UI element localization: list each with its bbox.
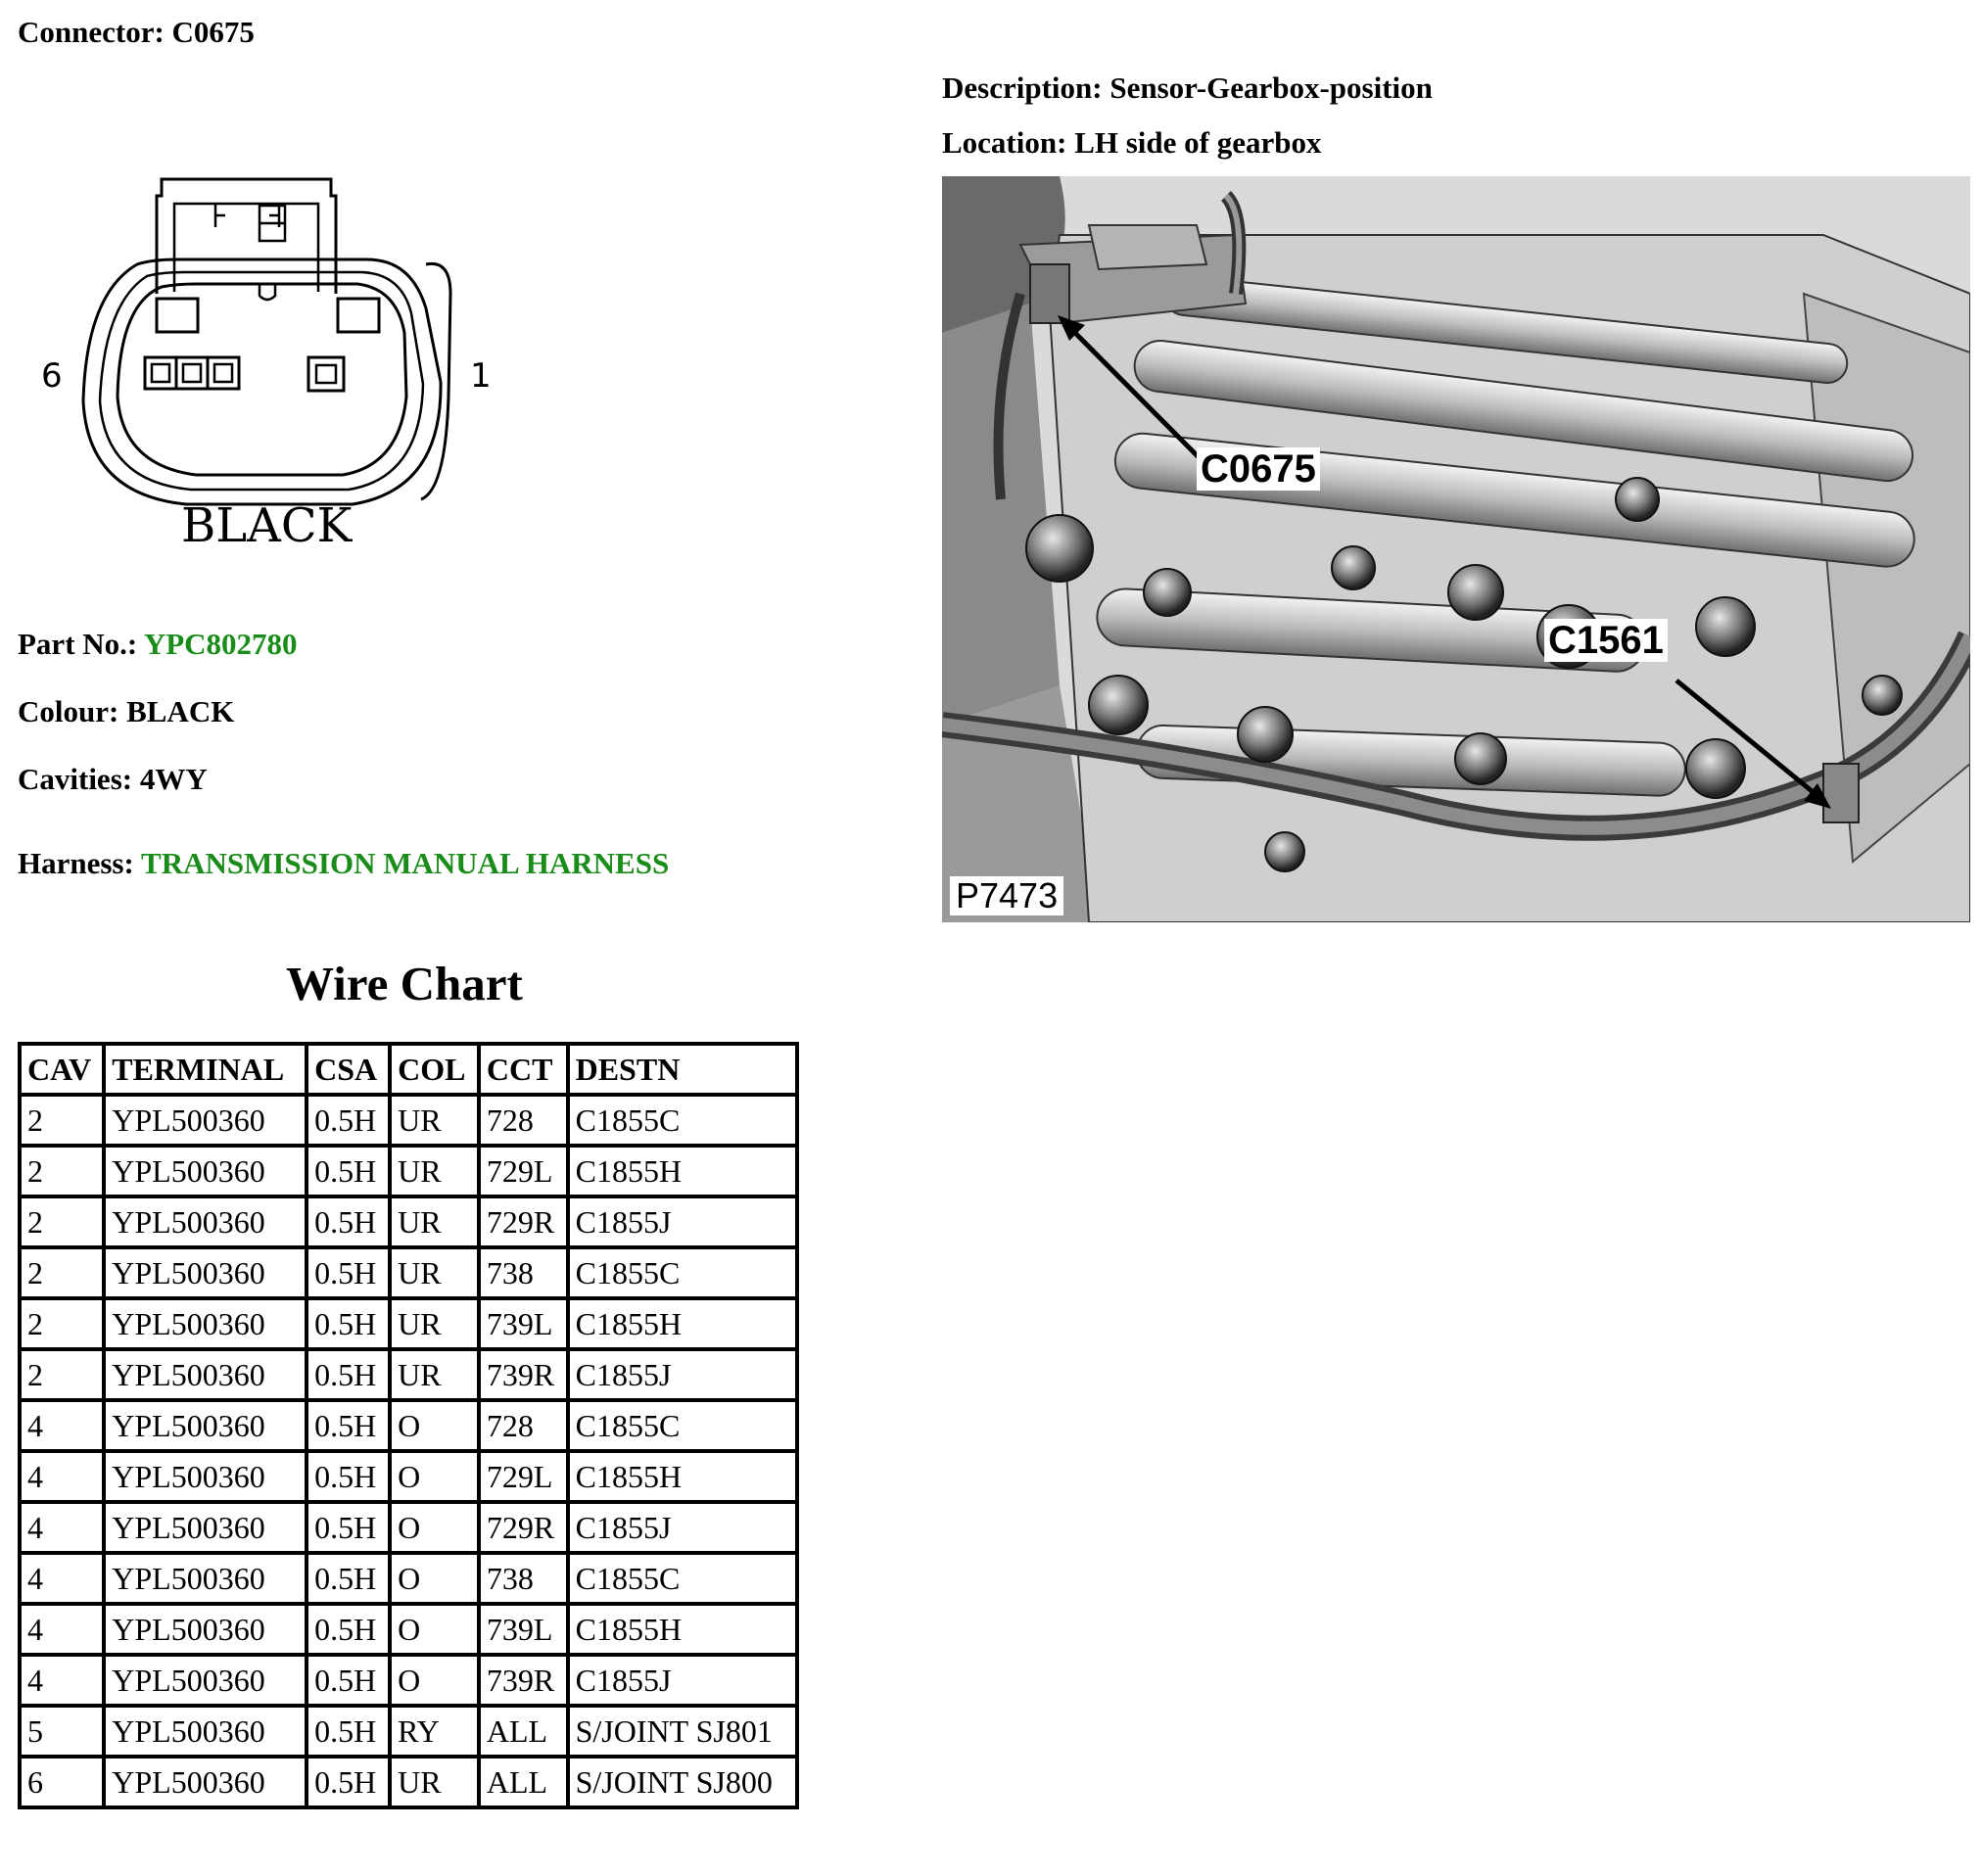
colour-value: BLACK [126, 694, 235, 728]
cell-destn: S/JOINT SJ800 [568, 1757, 797, 1807]
cell-csa: 0.5H [307, 1706, 390, 1757]
cavity-1 [308, 357, 344, 391]
cell-cav: 4 [20, 1451, 104, 1502]
col-cav-header: CAV [20, 1044, 104, 1095]
cavity-6 [145, 357, 176, 389]
cell-destn: C1855H [568, 1451, 797, 1502]
cell-cav: 4 [20, 1604, 104, 1655]
harness-field [18, 848, 669, 878]
wire-chart-table [18, 1042, 799, 1809]
cell-destn: C1855H [568, 1146, 797, 1196]
cell-terminal: YPL500360 [104, 1298, 307, 1349]
cell-col: UR [390, 1349, 479, 1400]
cell-destn: C1855H [568, 1298, 797, 1349]
harness-link[interactable]: TRANSMISSION MANUAL HARNESS [141, 846, 670, 880]
cell-col: O [390, 1604, 479, 1655]
location-label: Location: [942, 125, 1067, 160]
cavity-5 [176, 357, 208, 389]
callout-c0675: C0675 [1197, 447, 1320, 491]
cell-cav: 2 [20, 1247, 104, 1298]
connector-side-rib [421, 263, 450, 499]
table-row [20, 1655, 797, 1706]
part-no-link[interactable]: YPC802780 [143, 627, 298, 661]
description-field [942, 72, 1433, 103]
cell-cav: 4 [20, 1655, 104, 1706]
table-row [20, 1298, 797, 1349]
cell-terminal: YPL500360 [104, 1502, 307, 1553]
cell-col: UR [390, 1757, 479, 1807]
table-row [20, 1706, 797, 1757]
cell-csa: 0.5H [307, 1655, 390, 1706]
cell-cct: 729R [479, 1196, 568, 1247]
col-terminal-header: TERMINAL [104, 1044, 307, 1095]
cell-csa: 0.5H [307, 1502, 390, 1553]
cell-cct: 729L [479, 1146, 568, 1196]
cavities-value: 4WY [139, 762, 208, 796]
cell-csa: 0.5H [307, 1247, 390, 1298]
table-row [20, 1604, 797, 1655]
cavities-label: Cavities: [18, 762, 133, 796]
location-photo [942, 176, 1970, 922]
connector-colour-label: BLACK [181, 498, 353, 553]
cell-csa: 0.5H [307, 1451, 390, 1502]
latch-inner [174, 204, 318, 292]
gearbox-illustration [942, 176, 1970, 922]
cell-csa: 0.5H [307, 1400, 390, 1451]
cell-col: O [390, 1400, 479, 1451]
location-field [942, 127, 1322, 158]
cell-terminal: YPL500360 [104, 1146, 307, 1196]
callout-c1561: C1561 [1544, 619, 1668, 662]
location-value: LH side of gearbox [1074, 125, 1322, 160]
cell-destn: C1855C [568, 1247, 797, 1298]
description-value: Sensor-Gearbox-position [1109, 70, 1433, 105]
cell-col: O [390, 1655, 479, 1706]
table-row [20, 1451, 797, 1502]
cell-cct: ALL [479, 1706, 568, 1757]
cell-csa: 0.5H [307, 1146, 390, 1196]
cell-cav: 2 [20, 1146, 104, 1196]
connector-face-diagram [29, 166, 519, 558]
cell-csa: 0.5H [307, 1298, 390, 1349]
part-no-label: Part No.: [18, 627, 138, 661]
cell-csa: 0.5H [307, 1757, 390, 1807]
table-row [20, 1553, 797, 1604]
key-notch [260, 284, 275, 300]
cell-col: O [390, 1502, 479, 1553]
cell-cav: 2 [20, 1349, 104, 1400]
cell-cav: 5 [20, 1706, 104, 1757]
cell-cct: 738 [479, 1553, 568, 1604]
wire-chart-body [20, 1095, 797, 1807]
wire-chart-header-row [20, 1044, 797, 1095]
cell-terminal: YPL500360 [104, 1196, 307, 1247]
cell-destn: C1855H [568, 1604, 797, 1655]
cavities-field [18, 764, 208, 794]
pin-label-left: 6 [41, 356, 63, 396]
cell-col: RY [390, 1706, 479, 1757]
cell-csa: 0.5H [307, 1196, 390, 1247]
cell-terminal: YPL500360 [104, 1349, 307, 1400]
harness-label: Harness: [18, 846, 134, 880]
cell-terminal: YPL500360 [104, 1655, 307, 1706]
table-row [20, 1196, 797, 1247]
table-row [20, 1247, 797, 1298]
table-row [20, 1349, 797, 1400]
connector-field [18, 17, 255, 47]
cell-cct: ALL [479, 1757, 568, 1807]
connector-label: Connector: [18, 15, 165, 49]
cell-destn: C1855J [568, 1349, 797, 1400]
cell-cav: 4 [20, 1553, 104, 1604]
cell-csa: 0.5H [307, 1095, 390, 1146]
cell-terminal: YPL500360 [104, 1451, 307, 1502]
cell-terminal: YPL500360 [104, 1706, 307, 1757]
cell-cav: 4 [20, 1502, 104, 1553]
cell-col: O [390, 1451, 479, 1502]
cell-terminal: YPL500360 [104, 1757, 307, 1807]
cell-col: UR [390, 1095, 479, 1146]
latch-housing [157, 179, 336, 294]
cell-cct: 729L [479, 1451, 568, 1502]
cell-destn: C1855C [568, 1095, 797, 1146]
pin-label-right: 1 [470, 356, 492, 396]
cell-cav: 4 [20, 1400, 104, 1451]
wire-chart-title: Wire Chart [286, 957, 523, 1010]
lock-square-left [157, 299, 198, 332]
colour-field [18, 696, 234, 727]
cell-cct: 738 [479, 1247, 568, 1298]
cell-cct: 728 [479, 1095, 568, 1146]
figure-id: P7473 [950, 876, 1063, 915]
colour-label: Colour: [18, 694, 119, 728]
cell-terminal: YPL500360 [104, 1247, 307, 1298]
cell-destn: S/JOINT SJ801 [568, 1706, 797, 1757]
cavity-4 [208, 357, 239, 389]
cell-destn: C1855J [568, 1502, 797, 1553]
cell-csa: 0.5H [307, 1553, 390, 1604]
connector-face [118, 284, 406, 475]
cell-terminal: YPL500360 [104, 1400, 307, 1451]
table-row [20, 1757, 797, 1807]
col-col-header: COL [390, 1044, 479, 1095]
cell-csa: 0.5H [307, 1604, 390, 1655]
cell-col: O [390, 1553, 479, 1604]
cell-col: UR [390, 1247, 479, 1298]
cell-cav: 2 [20, 1095, 104, 1146]
cell-destn: C1855J [568, 1655, 797, 1706]
col-csa-header: CSA [307, 1044, 390, 1095]
cell-cct: 728 [479, 1400, 568, 1451]
connector-value: C0675 [171, 15, 255, 49]
cell-terminal: YPL500360 [104, 1553, 307, 1604]
table-row [20, 1095, 797, 1146]
cell-cav: 2 [20, 1298, 104, 1349]
cell-col: UR [390, 1196, 479, 1247]
cell-destn: C1855C [568, 1400, 797, 1451]
lock-square-right [338, 299, 379, 332]
col-destn-header: DESTN [568, 1044, 797, 1095]
cell-destn: C1855J [568, 1196, 797, 1247]
cell-destn: C1855C [568, 1553, 797, 1604]
cell-terminal: YPL500360 [104, 1604, 307, 1655]
cell-cav: 6 [20, 1757, 104, 1807]
cell-col: UR [390, 1146, 479, 1196]
cell-cct: 739R [479, 1655, 568, 1706]
table-row [20, 1146, 797, 1196]
description-label: Description: [942, 70, 1103, 105]
table-row [20, 1400, 797, 1451]
cell-cav: 2 [20, 1196, 104, 1247]
cell-csa: 0.5H [307, 1349, 390, 1400]
cell-cct: 739L [479, 1298, 568, 1349]
cavity-group [145, 357, 344, 391]
cell-cct: 739R [479, 1349, 568, 1400]
col-cct-header: CCT [479, 1044, 568, 1095]
part-no-field [18, 629, 298, 659]
cell-col: UR [390, 1298, 479, 1349]
cell-cct: 729R [479, 1502, 568, 1553]
cell-terminal: YPL500360 [104, 1095, 307, 1146]
cell-cct: 739L [479, 1604, 568, 1655]
table-row [20, 1502, 797, 1553]
